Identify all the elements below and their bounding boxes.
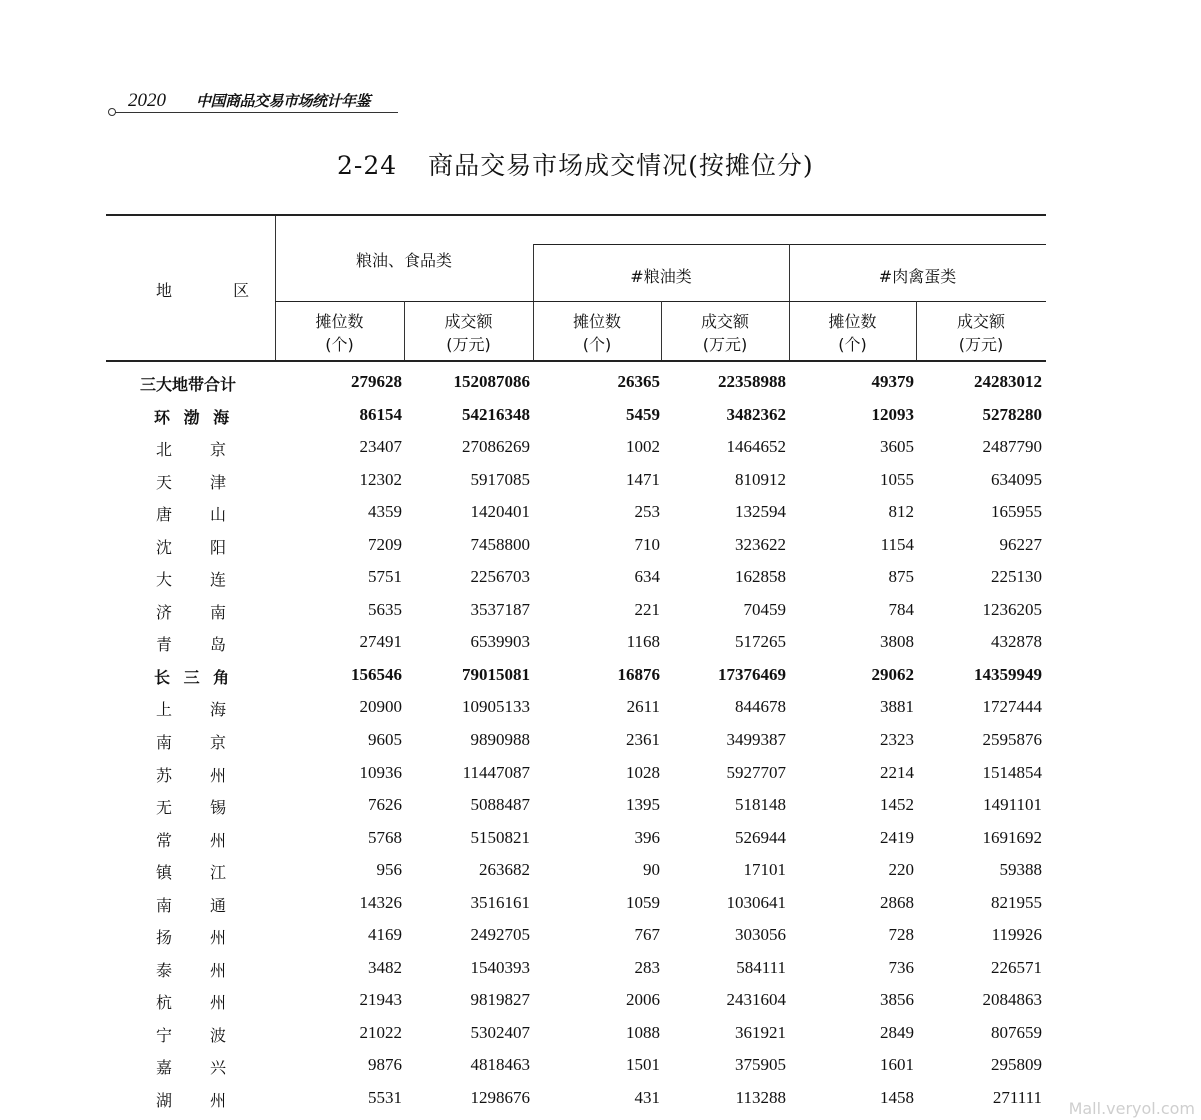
row-value-col-2: 3516161 bbox=[470, 892, 530, 912]
row-region-name: 青 岛 bbox=[156, 635, 226, 655]
row-value-col-3: 26365 bbox=[617, 372, 660, 391]
table-row bbox=[106, 628, 1046, 661]
row-value-col-4: 22358988 bbox=[718, 372, 786, 391]
row-region-name: 扬 州 bbox=[156, 928, 226, 948]
col-turnover-1-label: 成交额 bbox=[444, 312, 493, 331]
row-region-name: 镇 江 bbox=[156, 863, 226, 883]
row-value-col-1: 5768 bbox=[368, 827, 402, 847]
row-region-name: 沈 阳 bbox=[156, 537, 226, 557]
row-value-col-1: 4169 bbox=[368, 925, 402, 945]
row-value-col-1: 20900 bbox=[359, 697, 402, 717]
row-value-col-4: 17376469 bbox=[718, 664, 786, 684]
watermark: Mall.veryol.com bbox=[1068, 1099, 1195, 1118]
col-stalls-1 bbox=[275, 309, 404, 355]
table-row bbox=[106, 693, 1046, 726]
table-row bbox=[106, 433, 1046, 466]
row-value-col-1: 279628 bbox=[351, 372, 402, 391]
row-value-col-5: 3856 bbox=[880, 990, 914, 1010]
table-row bbox=[106, 791, 1046, 824]
row-value-col-1: 3482 bbox=[368, 957, 402, 977]
row-value-col-6: 1514854 bbox=[982, 762, 1042, 782]
row-value-col-3: 710 bbox=[634, 534, 660, 554]
row-value-col-6: 821955 bbox=[991, 892, 1042, 912]
row-value-col-6: 226571 bbox=[991, 957, 1042, 977]
table-row bbox=[106, 563, 1046, 596]
row-value-col-3: 253 bbox=[634, 502, 660, 522]
row-value-col-2: 1540393 bbox=[470, 957, 530, 977]
row-value-col-3: 2611 bbox=[626, 697, 660, 717]
row-value-col-2: 9819827 bbox=[470, 990, 530, 1010]
row-value-col-5: 1601 bbox=[880, 1055, 914, 1075]
group-header-grain-food: 粮油、食品类 bbox=[355, 251, 452, 270]
row-value-col-6: 2084863 bbox=[982, 990, 1042, 1010]
row-value-col-6: 634095 bbox=[991, 469, 1042, 489]
row-value-col-4: 17101 bbox=[743, 860, 786, 880]
table-row bbox=[106, 1019, 1046, 1052]
region-header: 地 区 bbox=[156, 281, 278, 300]
col-turnover-2-unit: (万元) bbox=[702, 335, 748, 354]
row-value-col-6: 295809 bbox=[991, 1055, 1042, 1075]
row-value-col-5: 784 bbox=[888, 599, 914, 619]
table-row bbox=[106, 921, 1046, 954]
row-value-col-2: 6539903 bbox=[470, 632, 530, 652]
table-row bbox=[106, 889, 1046, 922]
row-region-name: 南 通 bbox=[156, 895, 226, 915]
row-region-name: 湖 州 bbox=[156, 1091, 226, 1111]
row-value-col-2: 2256703 bbox=[470, 567, 530, 587]
row-value-col-5: 2868 bbox=[880, 892, 914, 912]
row-region-name: 苏 州 bbox=[156, 765, 226, 785]
row-region-name: 济 南 bbox=[156, 602, 226, 622]
row-value-col-5: 12093 bbox=[871, 404, 914, 424]
row-value-col-3: 2361 bbox=[626, 730, 660, 750]
table-title-text: 商品交易市场成交情况(按摊位分) bbox=[428, 151, 814, 180]
row-value-col-4: 517265 bbox=[735, 632, 786, 652]
row-value-col-1: 7626 bbox=[368, 795, 402, 815]
row-value-col-1: 9876 bbox=[368, 1055, 402, 1075]
row-value-col-4: 3499387 bbox=[726, 730, 786, 750]
row-value-col-6: 24283012 bbox=[974, 372, 1042, 391]
row-value-col-2: 9890988 bbox=[470, 730, 530, 750]
header-rule bbox=[114, 112, 398, 113]
row-region-name: 大 连 bbox=[156, 570, 226, 590]
row-region-name: 上 海 bbox=[156, 700, 226, 720]
row-value-col-1: 14326 bbox=[359, 892, 402, 912]
row-value-col-4: 526944 bbox=[735, 827, 786, 847]
col-stalls-2-unit: (个) bbox=[582, 335, 612, 354]
col-turnover-2-label: 成交额 bbox=[700, 312, 749, 331]
page-header bbox=[108, 84, 398, 114]
row-region-name: 杭 州 bbox=[156, 993, 226, 1013]
table-row bbox=[106, 856, 1046, 889]
row-value-col-2: 1298676 bbox=[470, 1088, 530, 1108]
table-row bbox=[106, 726, 1046, 759]
row-value-col-6: 1491101 bbox=[983, 795, 1042, 815]
row-value-col-3: 2006 bbox=[626, 990, 660, 1010]
row-value-col-6: 1691692 bbox=[982, 827, 1042, 847]
col-stalls-3 bbox=[789, 309, 916, 355]
col-stalls-1-unit: (个) bbox=[325, 335, 354, 354]
row-value-col-1: 10936 bbox=[359, 762, 402, 782]
row-value-col-2: 5917085 bbox=[470, 469, 530, 489]
table-row bbox=[106, 954, 1046, 987]
row-value-col-3: 1501 bbox=[626, 1055, 660, 1075]
table-row bbox=[106, 498, 1046, 531]
top-rule bbox=[106, 214, 1046, 216]
row-value-col-1: 86154 bbox=[359, 404, 402, 424]
row-value-col-2: 10905133 bbox=[462, 697, 530, 717]
row-value-col-3: 221 bbox=[634, 599, 660, 619]
row-value-col-6: 165955 bbox=[991, 502, 1042, 522]
row-value-col-2: 3537187 bbox=[470, 599, 530, 619]
row-value-col-3: 396 bbox=[634, 827, 660, 847]
col-turnover-1-unit: (万元) bbox=[446, 335, 491, 354]
row-value-col-6: 14359949 bbox=[974, 664, 1042, 684]
row-value-col-6: 432878 bbox=[991, 632, 1042, 652]
row-value-col-5: 2214 bbox=[880, 762, 914, 782]
row-value-col-6: 1727444 bbox=[982, 697, 1042, 717]
row-value-col-2: 1420401 bbox=[470, 502, 530, 522]
table-number: 2-24 bbox=[337, 151, 398, 180]
row-value-col-4: 361921 bbox=[735, 1022, 786, 1042]
row-value-col-6: 2595876 bbox=[982, 730, 1042, 750]
row-region-name: 长 三 角 bbox=[154, 667, 234, 687]
table-row bbox=[106, 986, 1046, 1019]
col-stalls-2-label: 摊位数 bbox=[572, 312, 621, 331]
table-body bbox=[106, 368, 1046, 1117]
row-value-col-4: 1464652 bbox=[726, 437, 786, 457]
row-value-col-2: 11447087 bbox=[462, 762, 530, 782]
row-value-col-2: 79015081 bbox=[462, 664, 530, 684]
row-value-col-5: 3605 bbox=[880, 437, 914, 457]
row-value-col-6: 225130 bbox=[991, 567, 1042, 587]
row-value-col-5: 2419 bbox=[880, 827, 914, 847]
row-value-col-1: 9605 bbox=[368, 730, 402, 750]
row-value-col-2: 27086269 bbox=[462, 437, 530, 457]
header-book-title: 中国商品交易市场统计年鉴 bbox=[196, 92, 371, 110]
row-value-col-1: 7209 bbox=[368, 534, 402, 554]
row-value-col-4: 70459 bbox=[743, 599, 786, 619]
row-value-col-4: 3482362 bbox=[726, 404, 786, 424]
row-region-name: 南 京 bbox=[156, 733, 226, 753]
table-row bbox=[106, 661, 1046, 694]
row-value-col-2: 2492705 bbox=[470, 925, 530, 945]
row-value-col-1: 5635 bbox=[368, 599, 402, 619]
row-region-name: 泰 州 bbox=[156, 960, 226, 980]
row-value-col-6: 59388 bbox=[999, 860, 1042, 880]
row-value-col-6: 2487790 bbox=[982, 437, 1042, 457]
row-value-col-6: 5278280 bbox=[982, 404, 1042, 424]
col-turnover-3-label: 成交额 bbox=[956, 312, 1005, 331]
row-value-col-1: 27491 bbox=[359, 632, 402, 652]
row-value-col-1: 5751 bbox=[368, 567, 402, 587]
col-stalls-3-label: 摊位数 bbox=[828, 312, 877, 331]
row-value-col-4: 132594 bbox=[735, 502, 786, 522]
table-row bbox=[106, 596, 1046, 629]
row-value-col-1: 21022 bbox=[359, 1022, 402, 1042]
row-value-col-4: 5927707 bbox=[726, 762, 786, 782]
row-value-col-4: 375905 bbox=[735, 1055, 786, 1075]
row-value-col-2: 4818463 bbox=[470, 1055, 530, 1075]
table-row bbox=[106, 466, 1046, 499]
col-stalls-3-unit: (个) bbox=[838, 335, 867, 354]
row-value-col-2: 263682 bbox=[479, 860, 530, 880]
row-value-col-5: 2849 bbox=[880, 1022, 914, 1042]
row-value-col-4: 810912 bbox=[735, 469, 786, 489]
row-value-col-2: 54216348 bbox=[462, 404, 530, 424]
row-value-col-3: 1471 bbox=[626, 469, 660, 489]
row-region-name: 北 京 bbox=[156, 440, 226, 460]
row-value-col-5: 812 bbox=[888, 502, 914, 522]
row-value-col-5: 3881 bbox=[880, 697, 914, 717]
row-value-col-3: 1028 bbox=[626, 762, 660, 782]
row-region-name: 天 津 bbox=[156, 472, 226, 492]
row-region-name: 唐 山 bbox=[156, 505, 226, 525]
row-value-col-5: 1055 bbox=[880, 469, 914, 489]
row-value-col-6: 1236205 bbox=[982, 599, 1042, 619]
group-header-grain-oil: #粮油类 bbox=[630, 267, 692, 286]
row-value-col-5: 1452 bbox=[880, 795, 914, 815]
table-row bbox=[106, 368, 1046, 401]
row-value-col-3: 634 bbox=[634, 567, 660, 587]
row-value-col-1: 956 bbox=[376, 860, 402, 880]
row-value-col-3: 431 bbox=[634, 1088, 660, 1108]
row-value-col-5: 728 bbox=[888, 925, 914, 945]
row-value-col-4: 113288 bbox=[735, 1088, 786, 1108]
row-value-col-4: 162858 bbox=[735, 567, 786, 587]
row-value-col-5: 875 bbox=[888, 567, 914, 587]
row-value-col-3: 1168 bbox=[626, 632, 660, 652]
header-bottom-rule bbox=[106, 360, 1046, 362]
row-value-col-4: 584111 bbox=[736, 957, 786, 977]
row-value-col-5: 736 bbox=[888, 957, 914, 977]
row-value-col-5: 2323 bbox=[880, 730, 914, 750]
table-title bbox=[337, 146, 814, 182]
row-value-col-2: 5088487 bbox=[470, 795, 530, 815]
row-value-col-2: 152087086 bbox=[453, 372, 530, 391]
table-row bbox=[106, 531, 1046, 564]
row-region-name: 常 州 bbox=[156, 830, 226, 850]
row-value-col-3: 90 bbox=[643, 860, 660, 880]
col-stalls-2 bbox=[533, 309, 661, 355]
header-year: 2020 bbox=[128, 90, 166, 111]
row-value-col-6: 271111 bbox=[992, 1088, 1042, 1108]
group-header-meat-egg: #肉禽蛋类 bbox=[878, 267, 957, 286]
row-value-col-1: 156546 bbox=[351, 664, 402, 684]
row-value-col-3: 767 bbox=[634, 925, 660, 945]
row-value-col-1: 21943 bbox=[359, 990, 402, 1010]
header-circle-ornament bbox=[108, 108, 116, 116]
table-row bbox=[106, 1084, 1046, 1117]
row-value-col-3: 16876 bbox=[617, 664, 660, 684]
row-value-col-1: 12302 bbox=[359, 469, 402, 489]
row-value-col-3: 5459 bbox=[626, 404, 660, 424]
table-row bbox=[106, 824, 1046, 857]
row-value-col-1: 5531 bbox=[368, 1088, 402, 1108]
row-value-col-2: 7458800 bbox=[470, 534, 530, 554]
row-value-col-3: 1002 bbox=[626, 437, 660, 457]
row-value-col-3: 1059 bbox=[626, 892, 660, 912]
row-value-col-5: 1154 bbox=[880, 534, 914, 554]
row-value-col-6: 119926 bbox=[991, 925, 1042, 945]
row-region-name: 三大地带合计 bbox=[140, 375, 237, 394]
row-value-col-5: 29062 bbox=[871, 664, 914, 684]
row-value-col-4: 2431604 bbox=[726, 990, 786, 1010]
row-value-col-1: 23407 bbox=[359, 437, 402, 457]
table-row bbox=[106, 1051, 1046, 1084]
row-value-col-5: 49379 bbox=[871, 372, 914, 391]
col-turnover-1 bbox=[404, 309, 533, 355]
col-turnover-3-unit: (万元) bbox=[958, 335, 1004, 354]
row-value-col-3: 1088 bbox=[626, 1022, 660, 1042]
row-region-name: 宁 波 bbox=[156, 1025, 226, 1045]
row-value-col-4: 323622 bbox=[735, 534, 786, 554]
row-value-col-5: 3808 bbox=[880, 632, 914, 652]
row-value-col-6: 807659 bbox=[991, 1022, 1042, 1042]
col-turnover-3 bbox=[916, 309, 1046, 355]
row-value-col-4: 518148 bbox=[735, 795, 786, 815]
row-value-col-4: 844678 bbox=[735, 697, 786, 717]
row-region-name: 嘉 兴 bbox=[156, 1058, 226, 1078]
row-value-col-4: 303056 bbox=[735, 925, 786, 945]
row-value-col-4: 1030641 bbox=[726, 892, 786, 912]
row-value-col-5: 220 bbox=[888, 860, 914, 880]
row-value-col-1: 4359 bbox=[368, 502, 402, 522]
row-value-col-5: 1458 bbox=[880, 1088, 914, 1108]
row-value-col-2: 5150821 bbox=[470, 827, 530, 847]
col-turnover-2 bbox=[661, 309, 789, 355]
table-row bbox=[106, 759, 1046, 792]
row-value-col-2: 5302407 bbox=[470, 1022, 530, 1042]
table-row bbox=[106, 401, 1046, 434]
row-region-name: 环 渤 海 bbox=[154, 407, 234, 427]
row-value-col-6: 96227 bbox=[999, 534, 1042, 554]
row-value-col-3: 283 bbox=[634, 957, 660, 977]
row-region-name: 无 锡 bbox=[156, 798, 226, 818]
row-value-col-3: 1395 bbox=[626, 795, 660, 815]
col-stalls-1-label: 摊位数 bbox=[315, 312, 364, 331]
